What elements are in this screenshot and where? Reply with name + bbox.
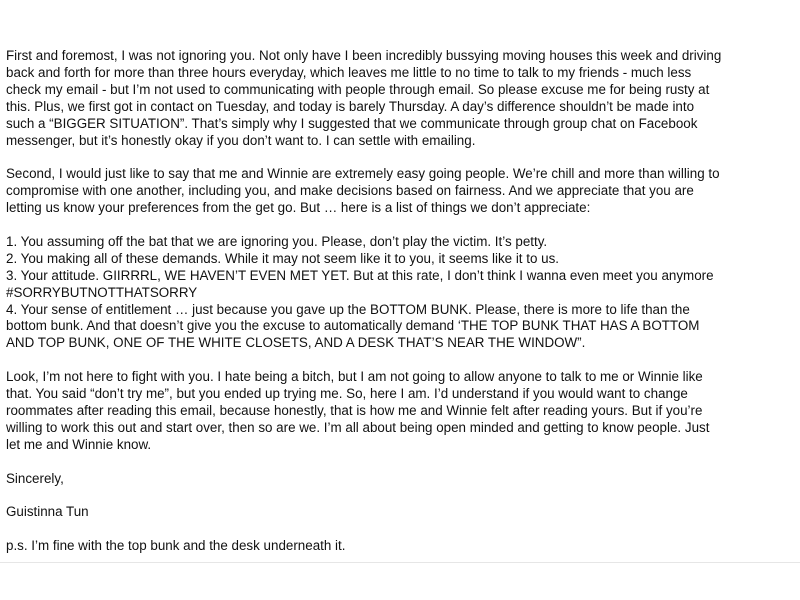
paragraph-easy-going: Second, I would just like to say that me and Winnie are extremely easy going people. We’re chill and more than willing to compromise with one another, including you, and make decisions based on fairness. And we appreciate that you are letting us know your preferences from the get go. But … here is a list of things we don’t appreciate:	[6, 166, 720, 216]
paragraph-not-here-to-fight: Look, I’m not here to fight with you. I hate being a bitch, but I am not going to allow anyone to talk to me or Winnie like that. You said “don’t try me”, but you ended up trying me. So, here I am. I’d understand if you would want to change roommates after reading this email, because honestly, that is how me and Winnie felt after reading yours. But if you’re willing to work this out and start over, then so are we. I’m all about being open minded and getting to know people. Just let me and Winnie know.	[6, 369, 710, 452]
list-of-complaints: 1. You assuming off the bat that we are ignoring you. Please, don’t play the victim. It’s petty. 2. You making all of these demands. While it may not seem like it to you, it seems like it to us. 3. Your attitude. GIIRRRL, WE HAVEN’T EVEN MET YET. But at this rate, I don’t think I wanna even meet you anymore #SORRYBUTNOTTHATSORRY 4. Your sense of entitlement … just because you gave up the BOTTOM BUNK. Please, there is more to life than the bottom bunk. And that doesn’t give you the excuse to automatically demand ‘THE TOP BUNK THAT HAS A BOTTOM AND TOP BUNK, ONE OF THE WHITE CLOSETS, AND A DESK THAT’S NEAR THE WINDOW”.	[6, 233, 714, 351]
bottom-divider	[0, 562, 800, 563]
paragraph-not-ignoring: First and foremost, I was not ignoring you. Not only have I been incredibly bussying moving houses this week and driving back and forth for more than three hours everyday, which leaves me little to no time to talk to my friends - much less check my email - but I’m not used to communicating with people through email. So please excuse me for being rusty at this. Plus, we first got in contact on Tuesday, and today is barely Thursday. A day’s difference shouldn’t be made into such a “BIGGER SITUATION”. That’s simply why I suggested that we communicate through group chat on Facebook messenger, but it’s honestly okay if you don’t want to. I can settle with emailing.	[6, 48, 722, 148]
email-body	[6, 48, 796, 572]
postscript: p.s. I’m fine with the top bunk and the desk underneath it.	[6, 538, 346, 554]
signature-name: Guistinna Tun	[6, 504, 89, 520]
closing-line: Sincerely,	[6, 470, 64, 486]
